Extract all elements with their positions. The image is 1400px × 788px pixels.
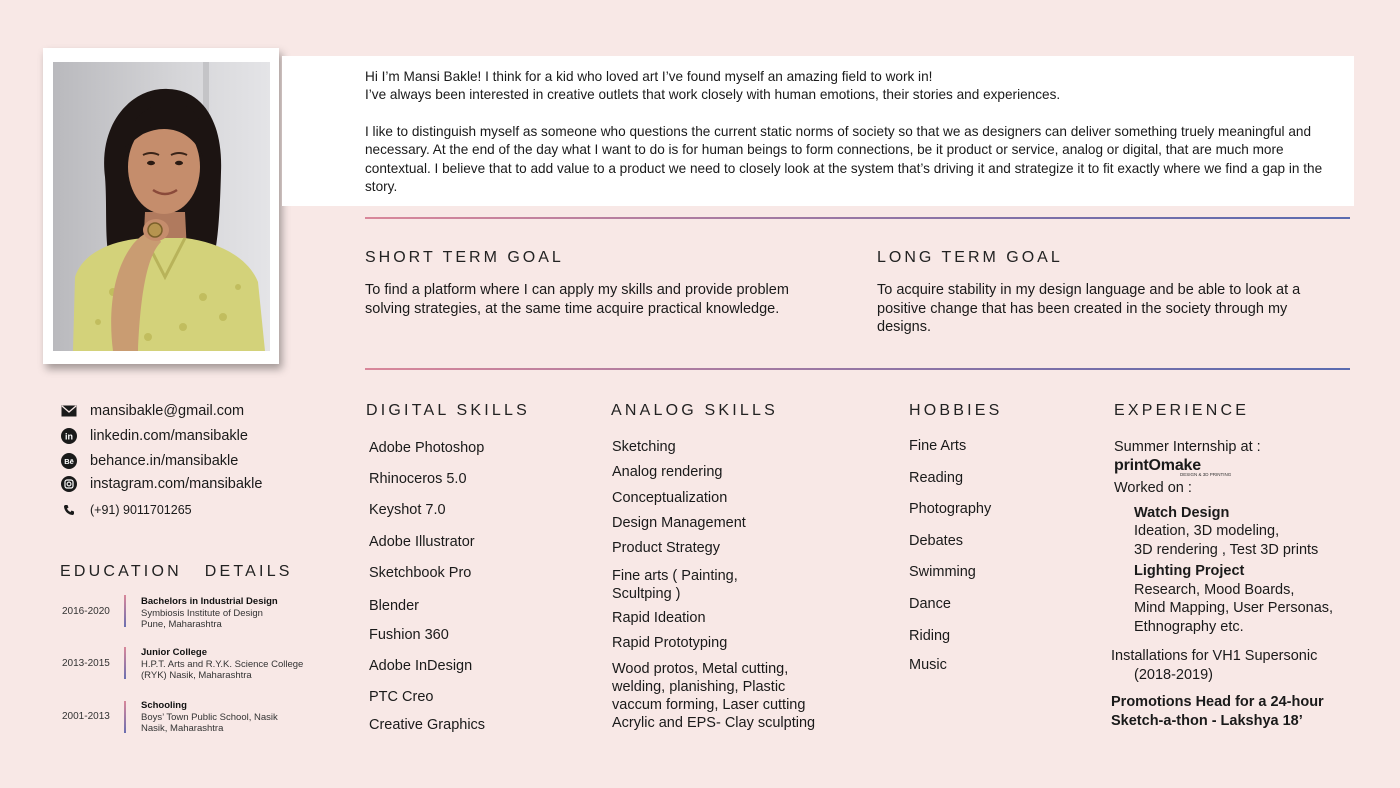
printomake-logo-subtitle: DESIGN & 3D PRINTING — [1180, 472, 1232, 477]
digital-skill-item: Fushion 360 — [369, 627, 449, 643]
digital-skill-item: Rhinoceros 5.0 — [369, 471, 467, 487]
experience-title: EXPERIENCE — [1114, 402, 1250, 419]
short-term-goal-title: SHORT TERM GOAL — [365, 249, 564, 266]
analog-skill-item: Wood protos, Metal cutting, welding, planishing, Plastic vaccum forming, Laser cutting Acrylic and EPS- Clay sculpting — [612, 661, 816, 731]
long-term-goal-text: To acquire stability in my design language and be able to look at a positive change that has been created in the society through my designs. — [877, 282, 1301, 335]
analog-skill-item: Fine arts ( Painting, Scultping ) — [612, 568, 738, 602]
education-title: EDUCATION DETAILS — [60, 563, 293, 580]
intro-line-1: Hi I’m Mansi Bakle! I think for a kid who loved art I’ve found myself an amazing field to work in! — [365, 69, 933, 84]
lighting-project-detail: Mind Mapping, User Personas, — [1134, 600, 1334, 616]
digital-skill-item: Adobe Photoshop — [369, 440, 485, 456]
digital-skill-item: Creative Graphics — [369, 717, 486, 733]
edu-entry — [141, 596, 278, 631]
lighting-project-detail: Research, Mood Boards, — [1134, 582, 1295, 598]
edu-line: Symbiosis Institute of Design — [141, 607, 263, 619]
contact-linkedin[interactable] — [61, 426, 248, 446]
intro-text — [365, 68, 1345, 196]
edu-head: Bachelors in Industrial Design — [141, 596, 278, 607]
svg-text:Bē: Bē — [64, 457, 74, 466]
worked-on-label: Worked on : — [1114, 480, 1192, 496]
analog-skill-item: Rapid Prototyping — [612, 635, 728, 651]
long-term-goal-title: LONG TERM GOAL — [877, 249, 1063, 266]
contact-behance[interactable] — [61, 451, 238, 471]
internship-label: Summer Internship at : — [1114, 439, 1261, 455]
digital-skill-item: Adobe InDesign — [369, 658, 473, 674]
hobby-item: Reading — [909, 470, 964, 486]
edu-bar — [124, 701, 126, 733]
digital-skill-item: Sketchbook Pro — [369, 565, 472, 581]
digital-skills-title: DIGITAL SKILLS — [366, 402, 530, 419]
edu-line: (RYK) Nasik, Maharashtra — [141, 670, 252, 681]
phone-icon — [61, 502, 77, 518]
profile-photo — [53, 62, 270, 351]
hobbies-title: HOBBIES — [909, 402, 1003, 419]
contact-phone[interactable] — [61, 500, 192, 520]
contact-instagram[interactable] — [61, 474, 262, 494]
analog-skill-item: Analog rendering — [612, 464, 723, 480]
digital-skill-item: Blender — [369, 598, 419, 614]
behance-icon — [61, 453, 77, 469]
watch-design-detail: 3D rendering , Test 3D prints — [1134, 542, 1319, 558]
analog-skill-item: Product Strategy — [612, 540, 720, 556]
intro-panel — [282, 56, 1354, 206]
edu-line: Pune, Maharashtra — [141, 619, 222, 630]
promotions-line: Sketch-a-thon - Lakshya 18’ — [1111, 713, 1303, 729]
installations-years: (2018-2019) — [1134, 667, 1213, 683]
printomake-logo: printOmake — [1114, 457, 1201, 474]
edu-head: Schooling — [141, 700, 187, 711]
hobby-item: Music — [909, 657, 947, 673]
portrait-illustration — [53, 62, 270, 351]
instagram-icon — [61, 476, 77, 492]
lighting-project-title: Lighting Project — [1134, 563, 1245, 579]
phone-text: (+91) 9011701265 — [90, 503, 192, 517]
watch-design-detail: Ideation, 3D modeling, — [1134, 523, 1280, 539]
edu-entry — [141, 700, 278, 735]
contact-email[interactable] — [61, 401, 244, 421]
edu-bar — [124, 647, 126, 679]
promotions-line: Promotions Head for a 24-hour — [1111, 694, 1324, 710]
mail-icon — [61, 403, 77, 419]
intro-line-2: I’ve always been interested in creative outlets that work closely with human emotions, their stories and experiences. — [365, 87, 1061, 103]
edu-years: 2016-2020 — [62, 606, 110, 617]
svg-text:in: in — [65, 431, 73, 442]
linkedin-text: linkedin.com/mansibakle — [90, 428, 248, 444]
installations-line: Installations for VH1 Supersonic — [1111, 648, 1318, 664]
edu-line: Boys’ Town Public School, Nasik — [141, 711, 278, 723]
edu-years: 2001-2013 — [62, 711, 110, 722]
hobby-item: Debates — [909, 533, 964, 549]
digital-skill-item: Adobe Illustrator — [369, 534, 475, 550]
divider-middle — [365, 368, 1350, 370]
linkedin-icon — [61, 428, 77, 444]
email-text: mansibakle@gmail.com — [90, 403, 245, 419]
analog-skill-item: Conceptualization — [612, 490, 728, 506]
edu-line: Nasik, Maharashtra — [141, 723, 224, 734]
intro-paragraph-2: I like to distinguish myself as someone who questions the current static norms of society so that we as designers can deliver something truely meaningful and necessary. At the end of the day what I want to do is for human beings to form connections, be it product or service, analog or digital, that are much more contextual. I believe that to add value to a product we need to closely look at the system that’s driving it and strategize it to fit exactly where we find a gap in the story. — [365, 123, 1323, 195]
analog-skill-item: Rapid Ideation — [612, 610, 706, 626]
edu-head: Junior College — [141, 647, 207, 658]
edu-years: 2013-2015 — [62, 658, 110, 669]
hobby-item: Fine Arts — [909, 438, 967, 454]
divider-top — [365, 217, 1350, 219]
lighting-project-detail: Ethnography etc. — [1134, 619, 1244, 635]
digital-skill-item: PTC Creo — [369, 689, 434, 705]
instagram-text: instagram.com/mansibakle — [90, 476, 263, 492]
edu-entry — [141, 647, 303, 682]
profile-photo-card — [43, 48, 279, 364]
analog-skills-title: ANALOG SKILLS — [611, 402, 778, 419]
edu-line: H.P.T. Arts and R.Y.K. Science College — [141, 658, 304, 670]
analog-skill-item: Design Management — [612, 515, 746, 531]
hobby-item: Swimming — [909, 564, 976, 580]
short-term-goal-text: To find a platform where I can apply my skills and provide problem solving strategies, at the same time acquire practical knowledge. — [365, 282, 789, 317]
behance-text: behance.in/mansibakle — [90, 453, 239, 469]
analog-skill-item: Sketching — [612, 439, 676, 455]
watch-design-title: Watch Design — [1134, 505, 1230, 521]
digital-skill-item: Keyshot 7.0 — [369, 502, 446, 518]
edu-bar — [124, 595, 126, 627]
hobby-item: Photography — [909, 501, 992, 517]
hobby-item: Riding — [909, 628, 951, 644]
hobby-item: Dance — [909, 596, 951, 612]
